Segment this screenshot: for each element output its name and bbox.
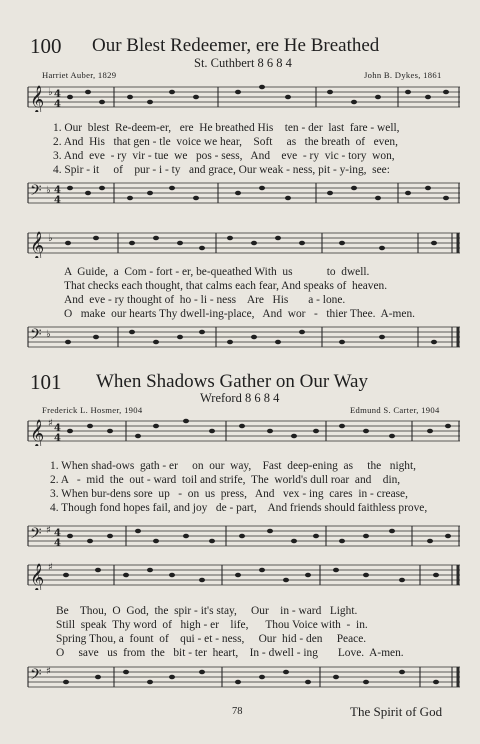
music-staff-treble [26, 560, 462, 590]
svg-text:♯: ♯ [46, 666, 51, 677]
svg-text:♯: ♯ [48, 562, 53, 573]
svg-text:4: 4 [54, 538, 61, 549]
author-credit: Frederick L. Hosmer, 1904 [42, 405, 143, 415]
composer-credit: Edmund S. Carter, 1904 [350, 405, 440, 415]
music-staff-bass [26, 516, 462, 556]
lyric-line: 4. Though fond hopes fail, and joy de - part, And friends should faithless prove, [50, 502, 428, 514]
music-staff-treble [26, 416, 462, 446]
hymn-number: 101 [30, 370, 62, 394]
svg-text:4: 4 [54, 185, 61, 196]
music-staff-bass [26, 322, 462, 352]
lyric-line: 2. And His that gen - tle voice we hear, Soft as the breath of even, [53, 136, 398, 148]
page-number: 78 [232, 706, 243, 717]
author-credit: Harriet Auber, 1829 [42, 70, 117, 80]
lyric-line: 1. When shad-ows gath - er on our way, Fast deep-ening as the night, [50, 460, 417, 472]
tune-name: St. Cuthbert 8 6 8 4 [194, 56, 292, 70]
svg-text:♯: ♯ [46, 525, 51, 536]
svg-text:♭: ♭ [48, 233, 53, 244]
svg-text:4: 4 [54, 433, 61, 444]
svg-text:4: 4 [54, 195, 61, 206]
svg-text:4: 4 [54, 89, 61, 100]
lyric-line: Be Thou, O God, the spir - it's stay, Our in - ward Light. [56, 605, 358, 617]
tune-name: Wreford 8 6 8 4 [200, 391, 280, 405]
svg-text:4: 4 [54, 423, 61, 434]
lyric-line: A Guide, a Com - fort - er, be-queathed With us to dwell. [64, 266, 370, 278]
lyric-line: O save us from the bit - ter heart, In - dwell - ing Love. A-men. [56, 647, 404, 659]
hymn-title: When Shadows Gather on Our Way [96, 371, 368, 392]
lyric-line: Spring Thou, a fount of qui - et - ness, Our hid - den Peace. [56, 633, 367, 645]
lyric-line: 3. When bur-dens sore up - on us press, And vex - ing cares in - crease, [50, 488, 408, 500]
hymn-title: Our Blest Redeemer, ere He Breathed [92, 35, 380, 56]
svg-text:𝄞: 𝄞 [30, 419, 45, 446]
svg-text:𝄢: 𝄢 [30, 182, 42, 203]
svg-text:♭: ♭ [48, 87, 53, 98]
svg-text:4: 4 [54, 99, 61, 110]
music-staff-bass [26, 662, 462, 692]
svg-text:♭: ♭ [46, 185, 51, 196]
svg-text:𝄢: 𝄢 [30, 666, 42, 687]
lyric-line: 1. Our blest Re-deem-er, ere He breathed His ten - der last fare - well, [53, 122, 400, 134]
svg-text:4: 4 [54, 528, 61, 539]
composer-credit: John B. Dykes, 1861 [364, 70, 442, 80]
section-title: The Spirit of God [350, 704, 443, 719]
lyric-line: 4. Spir - it of pur - i - ty and grace, Our weak - ness, pit - y-ing, see: [53, 164, 390, 176]
hymn-number: 100 [30, 34, 62, 58]
lyric-line: Still speak Thy word of high - er life, Thou Voice with - in. [56, 619, 368, 631]
lyric-line: 3. And eve - ry vir - tue we pos - sess, And eve - ry vic - tory won, [53, 150, 395, 162]
svg-text:♭: ♭ [46, 329, 51, 340]
lyric-line: 2. A - mid the out - ward toil and strife, The world's dull roar and din, [50, 474, 401, 486]
lyric-line: And eve - ry thought of ho - li - ness Are His a - lone. [64, 294, 346, 306]
svg-text:𝄞: 𝄞 [30, 85, 45, 112]
music-staff-treble [26, 228, 462, 258]
lyric-line: That checks each thought, that calms each fear, And speaks of heaven. [64, 280, 388, 292]
svg-text:♯: ♯ [48, 418, 53, 429]
lyric-line: O make our hearts Thy dwell-ing-place, And wor - thier Thee. A-men. [64, 308, 416, 320]
music-staff-bass [26, 178, 462, 208]
svg-text:𝄢: 𝄢 [30, 326, 42, 347]
music-staff-treble [26, 82, 462, 112]
svg-text:𝄢: 𝄢 [30, 525, 42, 546]
svg-text:𝄞: 𝄞 [30, 563, 45, 590]
svg-text:𝄞: 𝄞 [30, 231, 45, 258]
